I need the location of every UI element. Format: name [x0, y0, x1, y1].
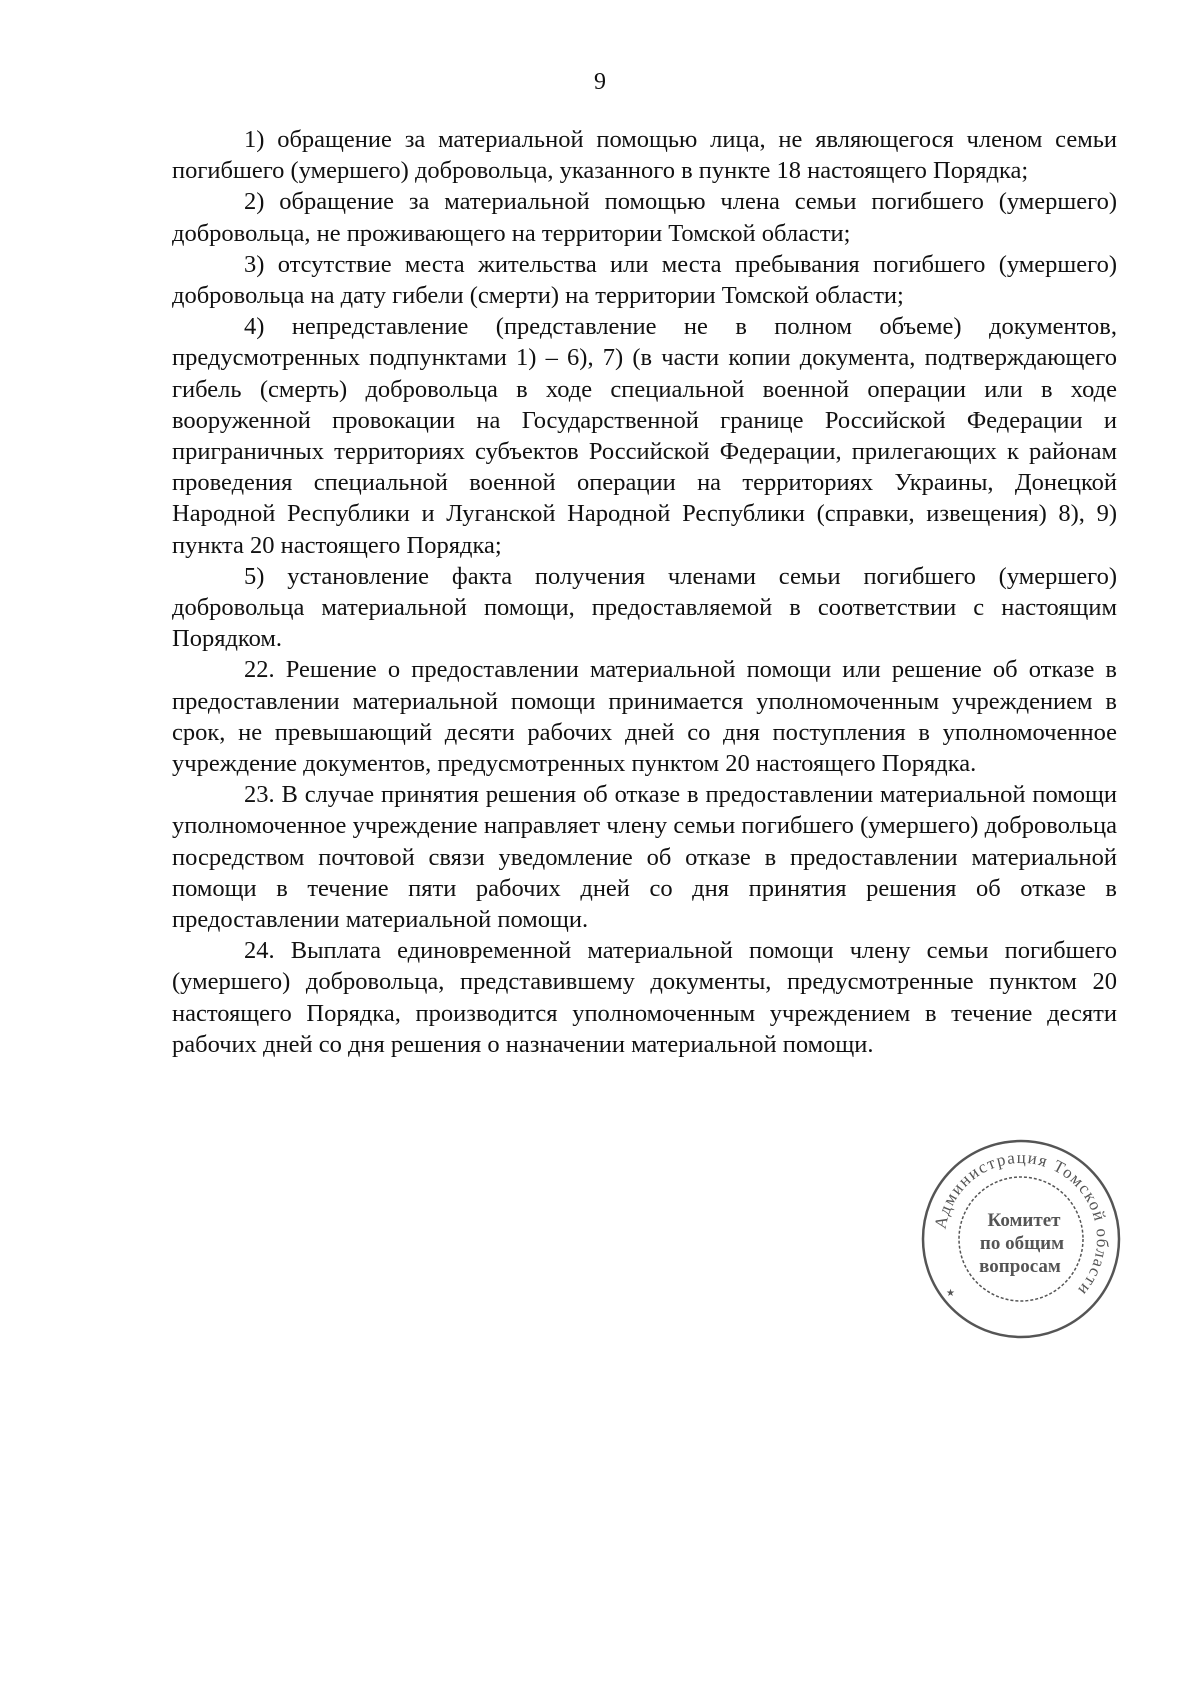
paragraph-item-2: 2) обращение за материальной помощью члена семьи погибшего (умершего) добровольца, не проживающего на территории Томской области;: [172, 188, 1117, 247]
document-body: [172, 124, 1117, 1060]
page-number: 9: [594, 69, 606, 95]
stamp-line-2: по общим: [979, 1233, 1065, 1254]
paragraph-item-3: 3) отсутствие места жительства или места пребывания погибшего (умершего) добровольца на дату гибели (смерти) на территории Томской области;: [172, 250, 1117, 310]
stamp-star-icon: ★: [946, 1288, 955, 1299]
paragraph-clause-23: 23. В случае принятия решения об отказе в предоставлении материальной помощи уполномоченное учреждение направляет члену семьи погибшего (умершего) добровольца посредством почтовой связи уведомление об отказе в предоставлении материальной помощи в течение пяти рабочих дней со дня принятия решения об отказе в предоставлении материальной помощи.: [172, 781, 1117, 934]
stamp-line-1: Комитет: [987, 1210, 1061, 1231]
paragraph-item-4: 4) непредставление (представление не в полном объеме) документов, предусмотренных подпунктами 1) – 6), 7) (в части копии документа, подтверждающего гибель (смерть) добровольца в ходе специальной военной операции или в ходе вооруженной провокации на Государственной границе Российской Федерации и приграничных территориях субъектов Российской Федерации, прилегающих к районам проведения специальной военной операции на территориях Украины, Донецкой Народной Республики и Луганской Народной Республики (справки, извещения) 8), 9) пункта 20 настоящего Порядка;: [172, 313, 1117, 559]
stamp-line-3: вопросам: [979, 1256, 1061, 1277]
official-stamp: [916, 1134, 1126, 1344]
paragraph-item-1: 1) обращение за материальной помощью лица, не являющегося членом семьи погибшего (умершего) добровольца, указанного в пункте 18 настоящего Порядка;: [172, 126, 1117, 185]
stamp-ring-text: Администрация Томской области: [930, 1147, 1113, 1301]
paragraph-item-5: 5) установление факта получения членами семьи погибшего (умершего) добровольца материальной помощи, предоставляемой в соответствии с настоящим Порядком.: [172, 562, 1117, 653]
paragraph-clause-22: 22. Решение о предоставлении материальной помощи или решение об отказе в предоставлении материальной помощи принимается уполномоченным учреждением в срок, не превышающий десяти рабочих дней со дня поступления в уполномоченное учреждение документов, предусмотренных пунктом 20 настоящего Порядка.: [172, 656, 1117, 778]
paragraph-clause-24: 24. Выплата единовременной материальной помощи члену семьи погибшего (умершего) добровольца, представившему документы, предусмотренные пунктом 20 настоящего Порядка, производится уполномоченным учреждением в течение десяти рабочих дней со дня решения о назначении материальной помощи.: [172, 937, 1117, 1058]
stamp-seal-icon: [916, 1134, 1126, 1344]
